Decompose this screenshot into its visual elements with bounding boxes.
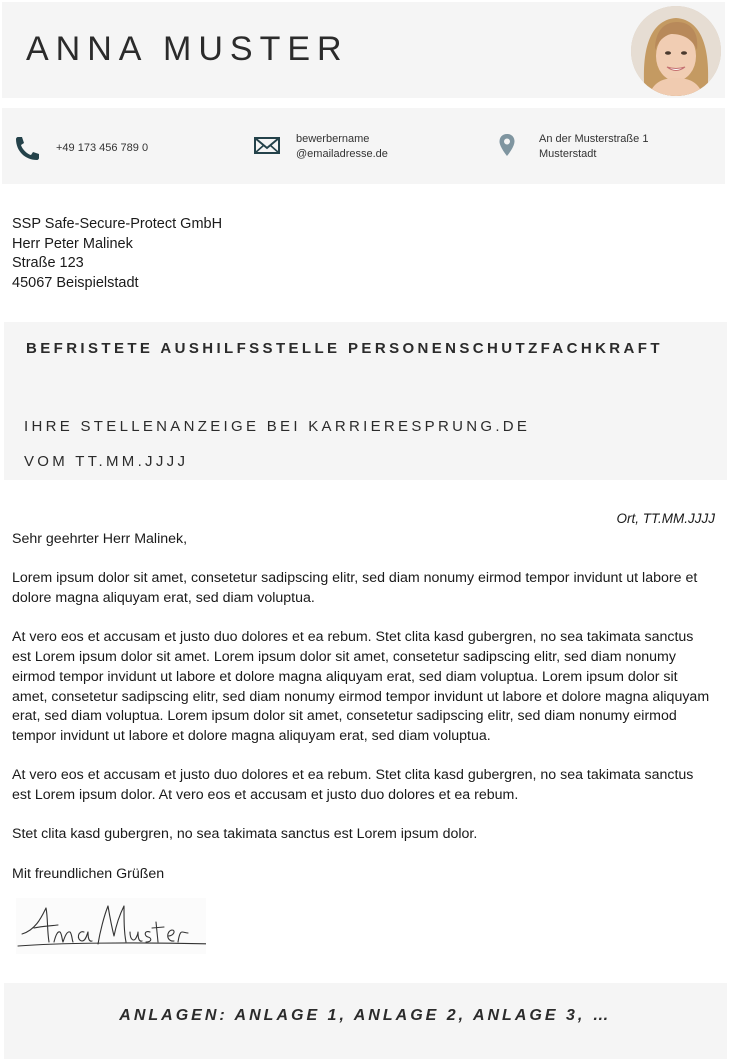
address-line-1: An der Musterstraße 1 <box>539 133 649 145</box>
envelope-icon <box>252 130 282 160</box>
header-band <box>2 2 725 98</box>
postal-address <box>539 132 648 162</box>
paragraph: Stet clita kasd gubergren, no sea takimata sanctus est Lorem ipsum dolor. <box>12 826 478 843</box>
paragraph: Lorem ipsum dolor sit amet, consetetur sadipscing elitr, sed diam nonumy eirmod tempor invidunt ut labore et dolore magna aliquyam erat, sed diam voluptua. <box>12 570 698 607</box>
recipient-person: Herr Peter Malinek <box>12 235 133 252</box>
address-line-2: Musterstadt <box>539 148 597 160</box>
recipient-address <box>12 215 222 294</box>
address-contact <box>497 130 648 162</box>
subject-reference-line-1: IHRE STELLENANZEIGE BEI KARRIERESPRUNG.DE <box>24 418 531 435</box>
applicant-name: ANNA MUSTER <box>26 30 349 68</box>
attachments-list: ANLAGEN: ANLAGE 1, ANLAGE 2, ANLAGE 3, … <box>119 1007 612 1024</box>
profile-photo <box>631 6 721 96</box>
phone-contact <box>12 134 148 164</box>
recipient-company: SSP Safe-Secure-Protect GmbH <box>12 216 223 232</box>
paragraph: At vero eos et accusam et justo duo dolores et ea rebum. Stet clita kasd gubergren, no sea takimata sanctus est Lorem ipsum dolor. At vero eos et accusam et justo duo dolores et ea rebum. <box>12 767 694 804</box>
subject-title: BEFRISTETE AUSHILFSSTELLE PERSONENSCHUTZFACHKRAFT <box>26 340 663 357</box>
profile-photo-illustration <box>631 6 721 96</box>
letter-date: Ort, TT.MM.JJJJ <box>616 511 715 526</box>
subject-reference-line-2: VOM TT.MM.JJJJ <box>24 453 189 470</box>
location-pin-icon <box>497 130 517 160</box>
subject-band <box>4 322 727 480</box>
recipient-street: Straße 123 <box>12 255 84 272</box>
handwritten-signature <box>16 898 206 954</box>
email-address <box>296 132 388 162</box>
attachments-band <box>4 983 727 1059</box>
phone-icon <box>12 134 42 164</box>
letter-body <box>12 530 712 904</box>
salutation: Sehr geehrter Herr Malinek, <box>12 531 188 547</box>
paragraph: At vero eos et accusam et justo duo dolores et ea rebum. Stet clita kasd gubergren, no sea takimata sanctus est Lorem ipsum dolor sit amet. Lorem ipsum dolor sit amet, consetetur sadipscing elitr, sed diam nonumy eirmod tempor invidunt ut labore et dolore magna aliquyam erat, sed diam voluptua. Lorem ipsum dolor sit amet, consetetur sadipscing elitr, sed diam nonumy eirmod tempor invidunt ut labore et dolore magna aliquyam erat, sed diam voluptua. Lorem ipsum dolor sit amet, consetetur sadipscing elitr, sed diam nonumy eirmod tempor invidunt ut labore et dolore magna aliquyam erat, sed diam voluptua. <box>12 629 710 744</box>
email-line-1: bewerbername <box>296 133 370 145</box>
email-line-2: @emailadresse.de <box>296 148 388 160</box>
recipient-city: 45067 Beispielstadt <box>12 275 139 292</box>
closing: Mit freundlichen Grüßen <box>12 865 165 882</box>
phone-number: +49 173 456 789 0 <box>56 142 149 154</box>
contact-band <box>2 108 725 184</box>
email-contact <box>252 130 388 162</box>
